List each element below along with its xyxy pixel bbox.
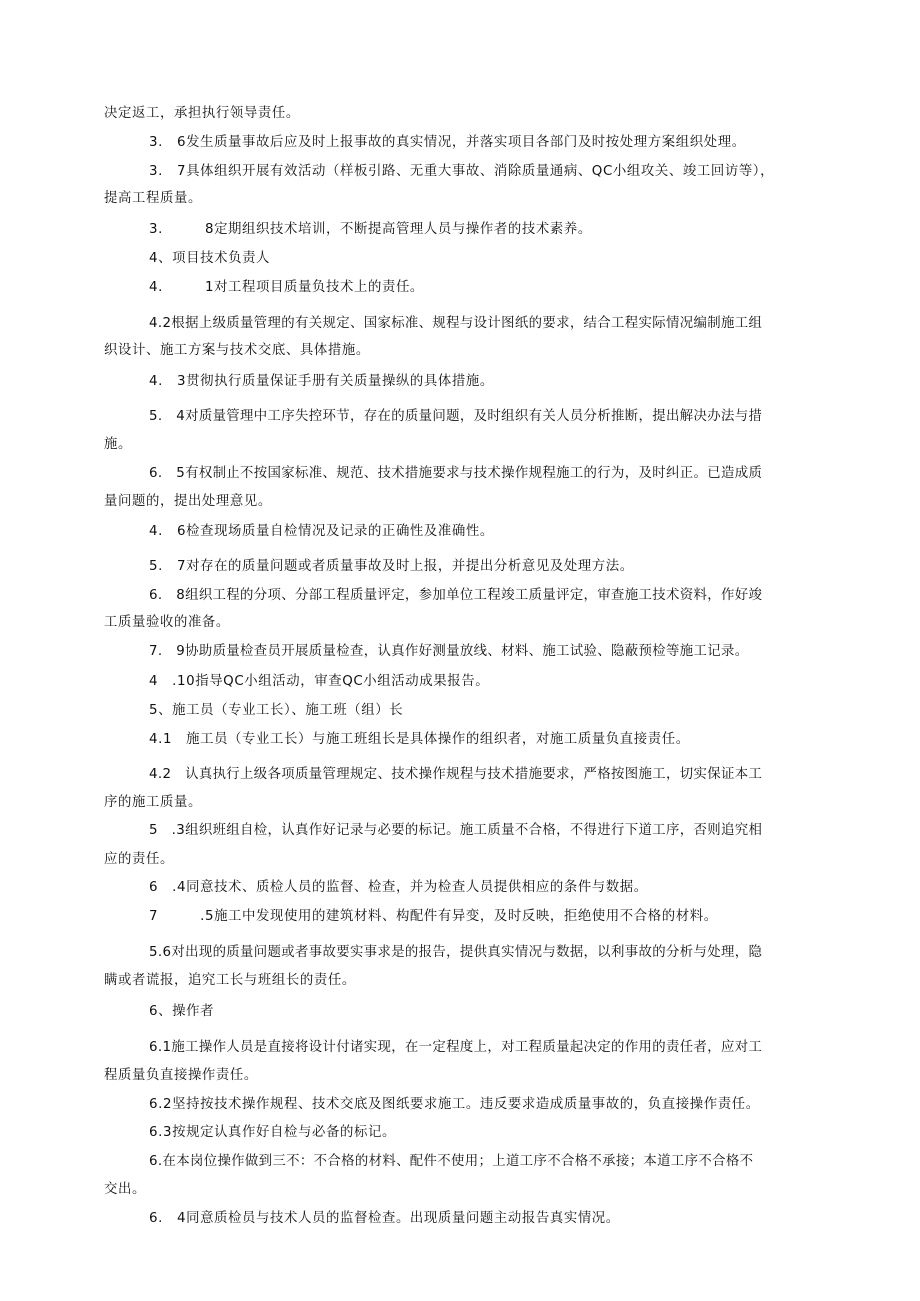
paragraph-line: 程质量负直接操作责任。: [104, 1068, 258, 1083]
paragraph-line: 工质量验收的准备。: [104, 615, 230, 630]
paragraph-line: 6. 5有权制止不按国家标准、规范、技术措施要求与技术操作规程施工的行为，及时纠正。已造成质: [149, 466, 763, 481]
paragraph-line: 4. 1对工程项目质量负技术上的责任。: [149, 280, 424, 295]
paragraph-line: 6.在本岗位操作做到三不：不合格的材料、配件不使用；上道工序不合格不承接；本道工序不合格不: [149, 1154, 754, 1169]
paragraph-line: 5. 4对质量管理中工序失控环节，存在的质量问题，及时组织有关人员分析推断，提出解决办法与措: [149, 409, 763, 424]
paragraph-line: 织设计、施工方案与技术交底、具体措施。: [104, 343, 370, 358]
paragraph-line: 4. 6检查现场质量自检情况及记录的正确性及准确性。: [149, 524, 494, 539]
paragraph-line: 施。: [104, 437, 132, 452]
paragraph-line: 量问题的，提出处理意见。: [104, 494, 272, 509]
paragraph-line: 3. 8定期组织技术培训，不断提高管理人员与操作者的技术素养。: [149, 222, 592, 237]
paragraph-line: 3. 7具体组织开展有效活动（样板引路、无重大事故、消除质量通病、QC小组攻关、竣工回访等），: [149, 164, 775, 179]
paragraph-line: 瞒或者谎报，追究工长与班组长的责任。: [104, 973, 356, 988]
paragraph-line: 6.3按规定认真作好自检与必备的标记。: [149, 1125, 396, 1140]
section-heading: 5、施工员（专业工长）、施工班（组）长: [149, 703, 404, 718]
paragraph-line: 提高工程质量。: [104, 191, 202, 206]
paragraph-line: 4. 3贯彻执行质量保证手册有关质量操纵的具体措施。: [149, 374, 494, 389]
paragraph-line: 应的责任。: [104, 852, 174, 867]
paragraph-line: 4.1 施工员（专业工长）与施工班组长是具体操作的组织者，对施工质量负直接责任。: [149, 732, 690, 747]
paragraph-line: 6 .4同意技术、质检人员的监督、检查，并为检查人员提供相应的条件与数据。: [149, 880, 648, 895]
paragraph-line: 决定返工，承担执行领导责任。: [104, 106, 300, 121]
paragraph-line: 6.2坚持按技术操作规程、技术交底及图纸要求施工。违反要求造成质量事故的，负直接操作责任。: [149, 1097, 760, 1112]
paragraph-line: 4.2 认真执行上级各项质量管理规定、技术操作规程与技术措施要求，严格按图施工，切实保证本工: [149, 767, 763, 782]
paragraph-line: 6.1施工操作人员是直接将设计付诸实现，在一定程度上，对工程质量起决定的作用的责任者，应对工: [149, 1040, 763, 1055]
paragraph-line: 7. 9协助质量检查员开展质量检查，认真作好测量放线、材料、施工试验、隐蔽预检等施工记录。: [149, 644, 749, 659]
paragraph-line: 5 .3组织班组自检，认真作好记录与必要的标记。施工质量不合格，不得进行下道工序，否则追究相: [149, 823, 763, 838]
section-heading: 6、操作者: [149, 1004, 215, 1019]
paragraph-line: 序的施工质量。: [104, 795, 202, 810]
paragraph-line: 4 .10指导QC小组活动，审查QC小组活动成果报告。: [149, 674, 490, 689]
paragraph-line: 5.6对出现的质量问题或者事故要实事求是的报告，提供真实情况与数据，以利事故的分析与处理，隐: [149, 945, 763, 960]
paragraph-line: 6. 4同意质检员与技术人员的监督检查。出现质量问题主动报告真实情况。: [149, 1211, 620, 1226]
paragraph-line: 6. 8组织工程的分项、分部工程质量评定，参加单位工程竣工质量评定，审查施工技术资料，作好竣: [149, 588, 763, 603]
paragraph-line: 3. 6发生质量事故后应及时上报事故的真实情况，并落实项目各部门及时按处理方案组织处理。: [149, 135, 746, 150]
paragraph-line: 7 .5施工中发现使用的建筑材料、构配件有异变，及时反映，拒绝使用不合格的材料。: [149, 909, 718, 924]
paragraph-line: 交出。: [104, 1182, 146, 1197]
paragraph-line: 5. 7对存在的质量问题或者质量事故及时上报，并提出分析意见及处理方法。: [149, 559, 634, 574]
section-heading: 4、项目技术负责人: [149, 251, 271, 266]
paragraph-line: 4.2根据上级质量管理的有关规定、国家标准、规程与设计图纸的要求，结合工程实际情况编制施工组: [149, 316, 763, 331]
